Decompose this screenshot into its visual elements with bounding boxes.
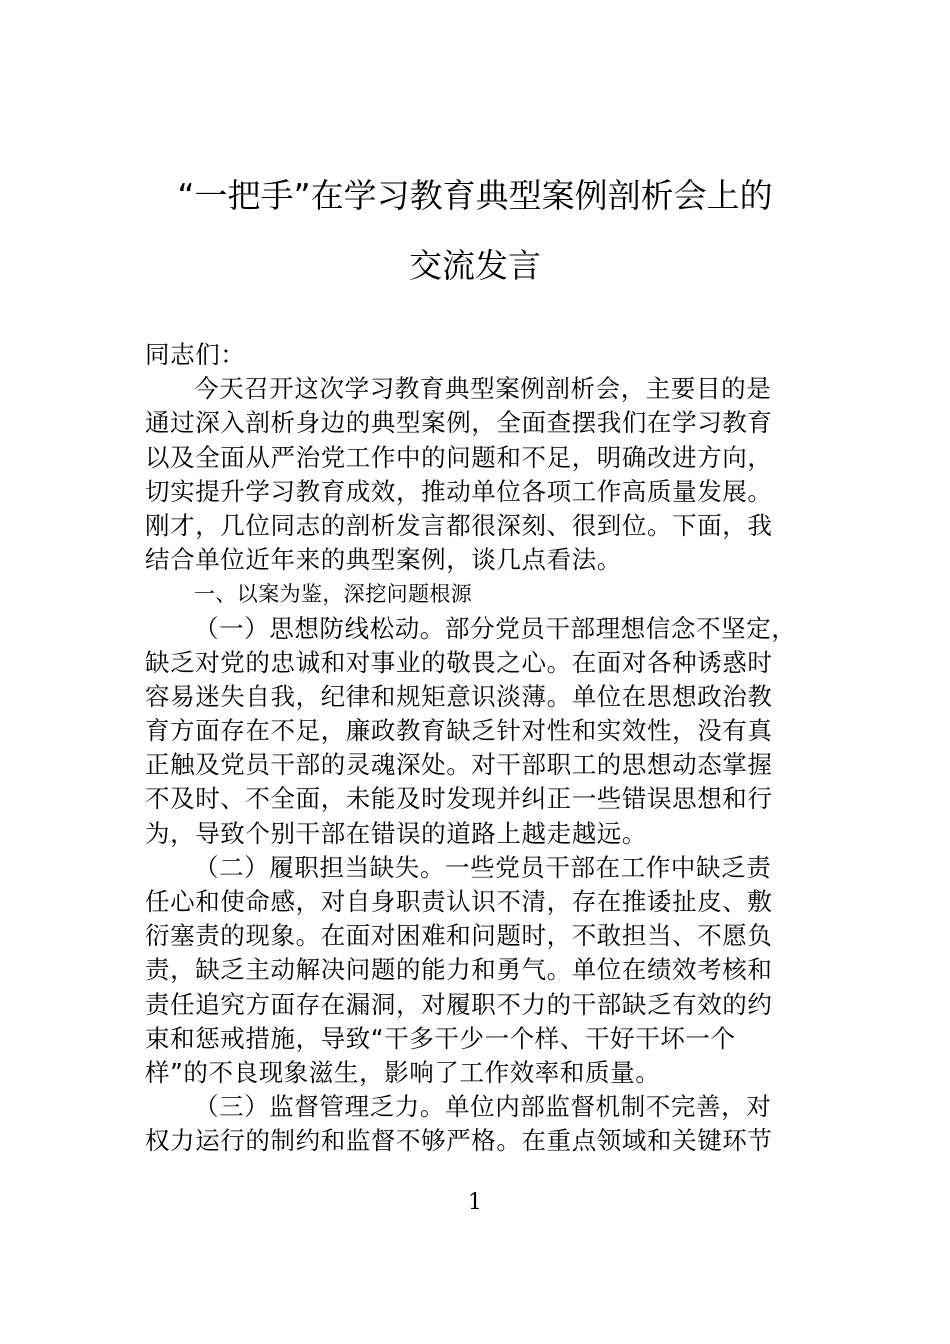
paragraph-line: 束和惩戒措施，导致“干多干少一个样、干好干坏一个	[145, 1023, 736, 1053]
paragraph-line: 育方面存在不足，廉政教育缺乏针对性和实效性，没有真	[145, 716, 773, 746]
paragraph-line: 责任追究方面存在漏洞，对履职不力的干部缺乏有效的约	[145, 989, 773, 1019]
paragraph-line: 权力运行的制约和监督不够严格。在重点领域和关键环节	[145, 1126, 773, 1156]
paragraph-line: 刚才，几位同志的剖析发言都很深刻、很到位。下面，我	[145, 510, 773, 540]
paragraph-line: 今天召开这次学习教育典型案例剖析会，主要目的是	[194, 374, 772, 404]
paragraph-line: 切实提升学习教育成效，推动单位各项工作高质量发展。	[145, 476, 773, 506]
paragraph-line: 不及时、不全面，未能及时发现并纠正一些错误思想和行	[145, 784, 773, 814]
paragraph-line: （一）思想防线松动。部分党员干部理想信念不坚定，	[194, 613, 797, 643]
document-title-line-1: “一把手”在学习教育典型案例剖析会上的	[177, 176, 773, 215]
page-number: 1	[468, 1190, 482, 1215]
paragraph-line: 缺乏对党的忠诚和对事业的敬畏之心。在面对各种诱惑时	[145, 647, 773, 677]
paragraph-line: 衍塞责的现象。在面对困难和问题时，不敢担当、不愿负	[145, 921, 773, 951]
greeting: 同志们：	[145, 340, 246, 369]
section-heading: 一、以案为鉴，深挖问题根源	[194, 582, 473, 607]
paragraph-line: 任心和使命感，对自身职责认识不清，存在推诿扯皮、敷	[145, 887, 773, 916]
paragraph-line: 责，缺乏主动解决问题的能力和勇气。单位在绩效考核和	[145, 955, 773, 985]
paragraph-line: 为，导致个别干部在错误的道路上越走越远。	[145, 818, 647, 848]
paragraph-line: 通过深入剖析身边的典型案例，全面查摆我们在学习教育	[145, 408, 773, 438]
document-body	[145, 338, 810, 1159]
paragraph-line: 结合单位近年来的典型案例，谈几点看法。	[145, 545, 622, 575]
paragraph-line: 以及全面从严治党工作中的问题和不足，明确改进方向，	[145, 442, 773, 472]
document-title-line-2: 交流发言	[409, 246, 541, 285]
paragraph-line: 容易迷失自我，纪律和规矩意识淡薄。单位在思想政治教	[145, 681, 773, 711]
paragraph-line: 样”的不良现象滋生，影响了工作效率和质量。	[145, 1057, 661, 1087]
paragraph-line: （二）履职担当缺失。一些党员干部在工作中缺乏责	[194, 852, 772, 882]
paragraph-line: （三）监督管理乏力。单位内部监督机制不完善，对	[194, 1092, 772, 1122]
paragraph-line: 正触及党员干部的灵魂深处。对干部职工的思想动态掌握	[145, 750, 773, 780]
